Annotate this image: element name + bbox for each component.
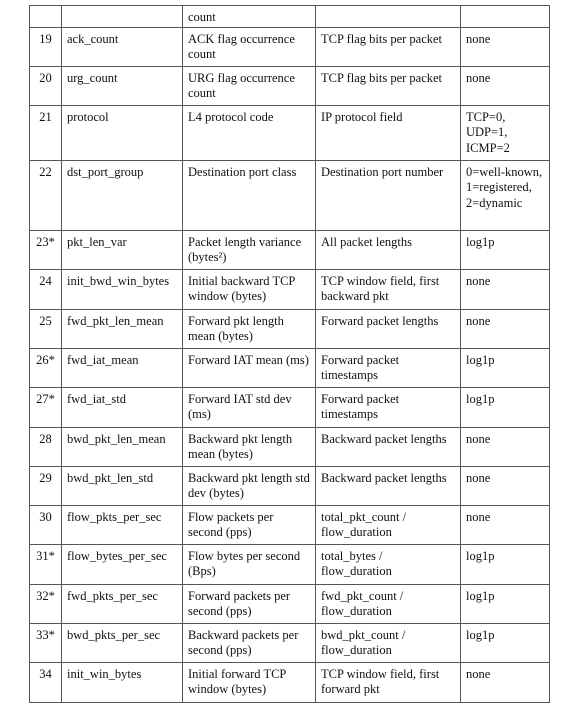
feature-source-cell: Destination port number [316,161,461,231]
feature-description-cell: L4 protocol code [183,106,316,161]
feature-index-cell: 27* [30,388,62,428]
feature-name-cell: bwd_pkts_per_sec [62,624,183,663]
feature-source-cell: All packet lengths [316,231,461,270]
feature-index-cell: 30 [30,506,62,545]
table-row [30,506,550,545]
table-row [30,231,550,270]
feature-source-cell: TCP window field, first backward pkt [316,270,461,310]
feature-source-cell: TCP flag bits per packet [316,67,461,106]
feature-source-cell: Backward packet lengths [316,428,461,467]
feature-source-cell: IP protocol field [316,106,461,161]
feature-index-cell: 32* [30,585,62,624]
feature-transform-cell: none [461,310,550,349]
feature-name-cell: flow_pkts_per_sec [62,506,183,545]
feature-name-cell: init_win_bytes [62,663,183,703]
feature-transform-cell: none [461,428,550,467]
feature-description-cell: Flow bytes per second (Bps) [183,545,316,585]
feature-name-cell: pkt_len_var [62,231,183,270]
feature-description-cell: Destination port class [183,161,316,231]
table-row [30,270,550,310]
feature-source-cell: total_bytes / flow_duration [316,545,461,585]
feature-index-cell: 29 [30,467,62,506]
feature-index-cell: 31* [30,545,62,585]
feature-index-cell: 25 [30,310,62,349]
feature-index-cell: 28 [30,428,62,467]
feature-transform-cell: log1p [461,388,550,428]
feature-source-cell: Forward packet timestamps [316,349,461,388]
table-row [30,585,550,624]
feature-index-cell: 26* [30,349,62,388]
table-row [30,310,550,349]
feature-name-cell [62,6,183,28]
feature-transform-cell: none [461,506,550,545]
feature-transform-cell: log1p [461,545,550,585]
feature-index-cell: 19 [30,28,62,67]
feature-source-cell: TCP window field, first forward pkt [316,663,461,703]
feature-transform-cell: none [461,270,550,310]
feature-transform-cell: none [461,28,550,67]
feature-table-body [30,6,550,703]
feature-description-cell: Packet length variance (bytes²) [183,231,316,270]
table-row [30,28,550,67]
feature-transform-cell: none [461,67,550,106]
feature-transform-cell: log1p [461,349,550,388]
feature-description-cell: Forward pkt length mean (bytes) [183,310,316,349]
feature-transform-cell: none [461,663,550,703]
feature-name-cell: bwd_pkt_len_mean [62,428,183,467]
table-row [30,67,550,106]
feature-name-cell: fwd_pkts_per_sec [62,585,183,624]
feature-name-cell: ack_count [62,28,183,67]
feature-transform-cell: 0=well-known, 1=registered, 2=dynamic [461,161,550,231]
feature-source-cell [316,6,461,28]
feature-name-cell: dst_port_group [62,161,183,231]
feature-name-cell: bwd_pkt_len_std [62,467,183,506]
feature-name-cell: fwd_iat_mean [62,349,183,388]
feature-index-cell: 21 [30,106,62,161]
feature-transform-cell: log1p [461,231,550,270]
feature-name-cell: fwd_iat_std [62,388,183,428]
feature-description-cell: Forward IAT std dev (ms) [183,388,316,428]
feature-transform-cell: log1p [461,624,550,663]
feature-description-cell: URG flag occurrence count [183,67,316,106]
feature-description-cell: Backward pkt length mean (bytes) [183,428,316,467]
table-row [30,106,550,161]
table-row [30,349,550,388]
feature-source-cell: Forward packet lengths [316,310,461,349]
feature-source-cell: Backward packet lengths [316,467,461,506]
feature-description-cell: Initial forward TCP window (bytes) [183,663,316,703]
feature-index-cell [30,6,62,28]
feature-index-cell: 22 [30,161,62,231]
feature-source-cell: bwd_pkt_count / flow_duration [316,624,461,663]
table-row [30,467,550,506]
feature-source-cell: TCP flag bits per packet [316,28,461,67]
feature-name-cell: fwd_pkt_len_mean [62,310,183,349]
feature-transform-cell: none [461,467,550,506]
feature-table [29,5,550,703]
feature-index-cell: 33* [30,624,62,663]
feature-transform-cell: log1p [461,585,550,624]
table-row [30,624,550,663]
feature-index-cell: 24 [30,270,62,310]
feature-index-cell: 23* [30,231,62,270]
feature-description-cell: ACK flag occurrence count [183,28,316,67]
feature-source-cell: total_pkt_count / flow_duration [316,506,461,545]
feature-description-cell: count [183,6,316,28]
feature-description-cell: Forward IAT mean (ms) [183,349,316,388]
feature-transform-cell: TCP=0, UDP=1, ICMP=2 [461,106,550,161]
table-row [30,388,550,428]
feature-description-cell: Initial backward TCP window (bytes) [183,270,316,310]
feature-description-cell: Backward packets per second (pps) [183,624,316,663]
feature-transform-cell [461,6,550,28]
feature-index-cell: 20 [30,67,62,106]
feature-description-cell: Flow packets per second (pps) [183,506,316,545]
feature-name-cell: flow_bytes_per_sec [62,545,183,585]
table-row [30,428,550,467]
feature-name-cell: urg_count [62,67,183,106]
table-row [30,6,550,28]
feature-source-cell: Forward packet timestamps [316,388,461,428]
feature-source-cell: fwd_pkt_count / flow_duration [316,585,461,624]
table-row [30,663,550,703]
table-row [30,161,550,231]
table-row [30,545,550,585]
feature-description-cell: Backward pkt length std dev (bytes) [183,467,316,506]
feature-description-cell: Forward packets per second (pps) [183,585,316,624]
feature-name-cell: init_bwd_win_bytes [62,270,183,310]
feature-name-cell: protocol [62,106,183,161]
feature-index-cell: 34 [30,663,62,703]
